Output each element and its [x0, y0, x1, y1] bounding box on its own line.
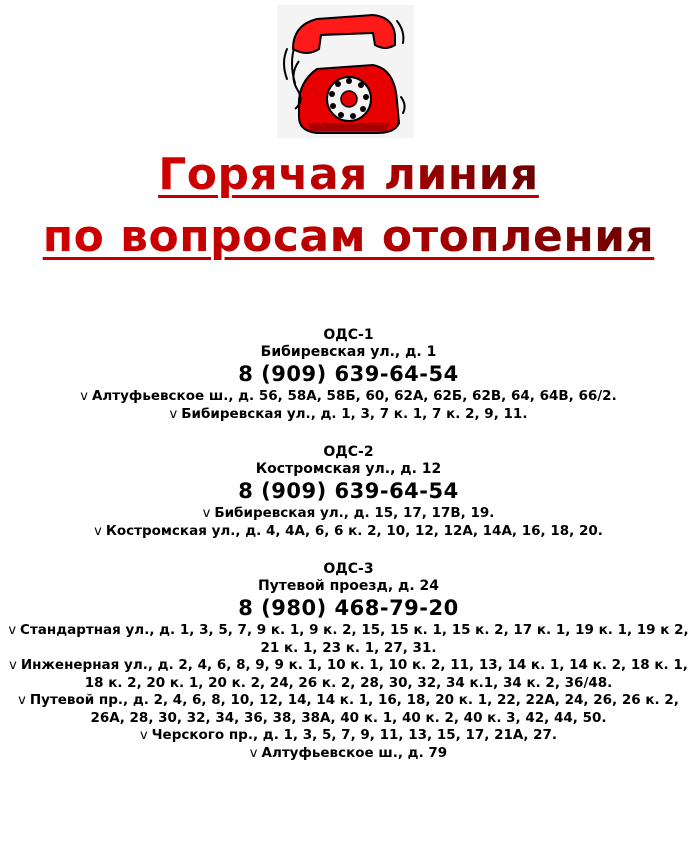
ods-list — [0, 327, 697, 783]
house-text: Стандартная ул., д. 1, 3, 5, 7, 9 к. 1, 9 к. 2, 15, 15 к. 1, 15 к. 2, 17 к. 1, 19 к. 1, 19 к 2, 21 к. 1, 23 к. 1, 27, 31. — [20, 622, 689, 656]
ods-name: ОДС-1 — [323, 327, 374, 343]
house-text: Алтуфьевское ш., д. 56, 58А, 58Б, 60, 62А, 62Б, 62В, 64, 64В, 66/2. — [91, 388, 617, 404]
house-item — [0, 727, 697, 745]
title-line-1: Горячая линия — [158, 144, 539, 206]
ods-address: Путевой проезд, д. 24 — [257, 578, 440, 594]
ods-block — [0, 561, 697, 762]
house-text: Бибиревская ул., д. 15, 17, 17В, 19. — [214, 505, 495, 521]
house-item — [0, 692, 697, 727]
bullet-icon: v — [18, 693, 26, 708]
house-item — [0, 388, 697, 406]
bullet-icon: v — [202, 506, 211, 521]
ods-name: ОДС-2 — [323, 444, 374, 460]
ods-block — [0, 444, 697, 540]
ods-address: Костромская ул., д. 12 — [255, 461, 442, 477]
bullet-icon: v — [94, 523, 102, 539]
ods-phone: 8 (909) 639-64-54 — [238, 479, 459, 503]
ods-block — [0, 327, 697, 423]
telephone-icon — [277, 5, 414, 138]
ods-phone: 8 (909) 639-64-54 — [238, 362, 459, 386]
house-item — [0, 505, 697, 523]
house-item — [0, 745, 697, 763]
ods-name: ОДС-3 — [323, 561, 374, 577]
bullet-icon: v — [249, 745, 258, 761]
house-text: Черского пр., д. 1, 3, 5, 7, 9, 11, 13, 15, 17, 21А, 27. — [151, 727, 558, 743]
house-item — [0, 406, 697, 424]
house-item — [0, 622, 697, 657]
house-text: Инженерная ул., д. 2, 4, 6, 8, 9, 9 к. 1, 10 к. 1, 10 к. 2, 11, 13, 14 к. 1, 14 к. 2, 18 к. 1, 18 к. 2, 20 к. 1, 20 к. 2, 24, 26 к. 2, 28, 30, 32, 34 к.1, 34 к. 2, 36/48. — [20, 657, 688, 691]
house-item — [0, 657, 697, 692]
bullet-icon: v — [9, 658, 17, 673]
house-text: Бибиревская ул., д. 1, 3, 7 к. 1, 7 к. 2, 9, 11. — [181, 405, 528, 422]
ods-phone: 8 (980) 468-79-20 — [238, 596, 459, 620]
bullet-icon: v — [80, 389, 88, 404]
house-text: Алтуфьевское ш., д. 79 — [261, 744, 448, 761]
title-line-2: по вопросам отопления — [43, 206, 655, 268]
bullet-icon: v — [169, 406, 178, 422]
bullet-icon: v — [139, 728, 148, 743]
house-text: Путевой пр., д. 2, 4, 6, 8, 10, 12, 14, 14 к. 1, 16, 18, 20 к. 1, 22, 22А, 24, 26, 26 к. 2, 26А, 28, 30, 32, 34, 36, 38, 38А, 40 к. 1, 40 к. 2, 40 к. 3, 42, 44, 50. — [29, 692, 679, 726]
bullet-icon: v — [8, 623, 17, 638]
ods-address: Бибиревская ул., д. 1 — [260, 344, 437, 360]
house-item — [0, 523, 697, 541]
house-text: Костромская ул., д. 4, 4А, 6, 6 к. 2, 10, 12, 12А, 14А, 16, 18, 20. — [105, 522, 603, 539]
hotline-title — [0, 144, 697, 268]
